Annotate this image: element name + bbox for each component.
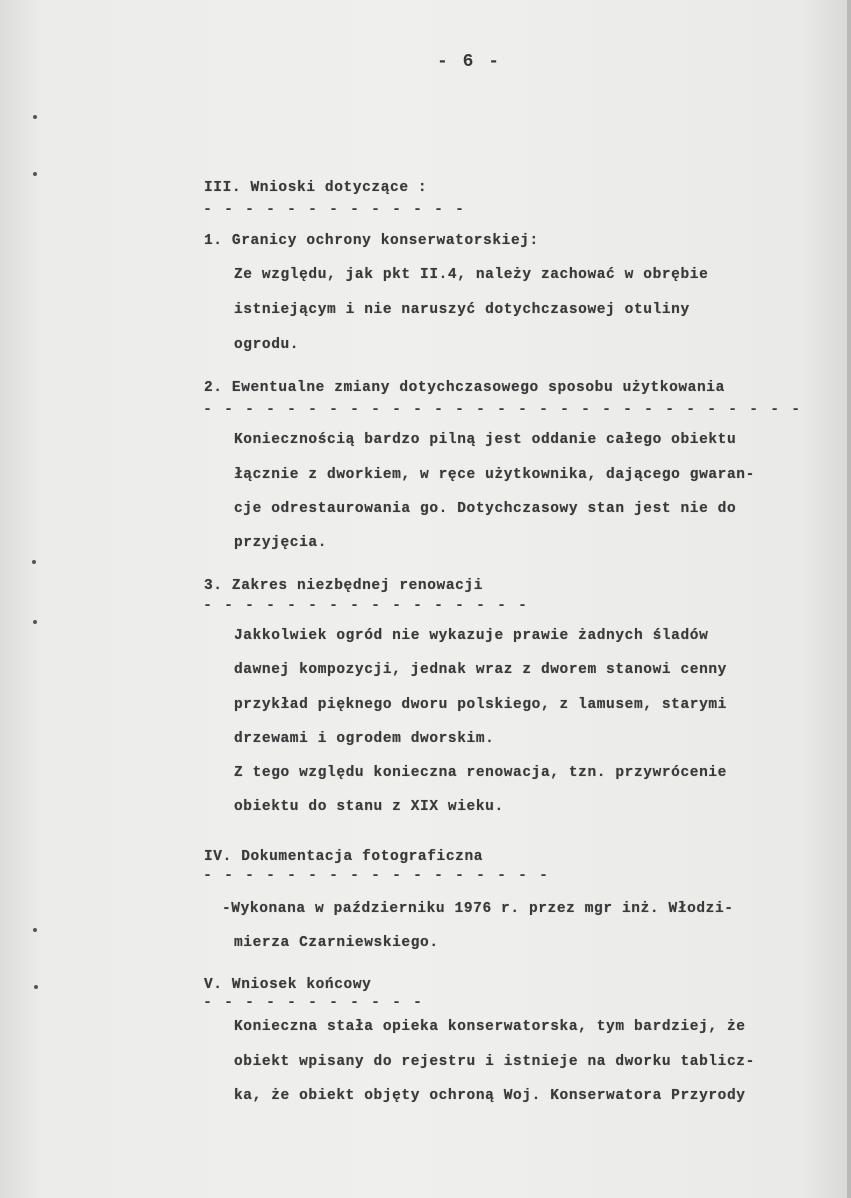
body-line: obiektu do stanu z XIX wieku. <box>234 799 504 815</box>
body-line: ogrodu. <box>234 337 300 353</box>
heading-underline: - - - - - - - - - - - - - <box>203 201 466 218</box>
heading-underline: - - - - - - - - - - - - - - - - <box>203 597 529 614</box>
item-heading: 2. Ewentualne zmiany dotychczasowego sposobu użytkowania <box>204 380 725 396</box>
body-line: Konieczna stała opieka konserwatorska, tym bardziej, że <box>234 1019 746 1035</box>
section-heading: III. Wnioski dotyczące : <box>204 180 428 196</box>
body-line: istniejącym i nie naruszyć dotychczasowej otuliny <box>234 302 690 318</box>
body-line: łącznie z dworkiem, w ręce użytkownika, dającego gwaran- <box>234 467 755 483</box>
body-line: przyjęcia. <box>234 535 328 551</box>
body-line: obiekt wpisany do rejestru i istnieje na dworku tablicz- <box>234 1054 755 1070</box>
body-line: Koniecznością bardzo pilną jest oddanie całego obiektu <box>234 432 737 448</box>
body-line: drzewami i ogrodem dworskim. <box>234 731 495 747</box>
body-line: Ze względu, jak pkt II.4, należy zachować w obrębie <box>234 267 709 283</box>
body-line: dawnej kompozycji, jednak wraz z dworem stanowi cenny <box>234 662 727 678</box>
item-heading: 3. Zakres niezbędnej renowacji <box>204 578 484 594</box>
margin-mark <box>33 928 37 932</box>
margin-mark <box>33 620 37 624</box>
margin-mark <box>33 172 37 176</box>
margin-mark <box>32 560 36 564</box>
body-line: mierza Czarniewskiego. <box>234 935 439 951</box>
heading-underline: - - - - - - - - - - - <box>203 994 424 1011</box>
body-line: ka, że obiekt objęty ochroną Woj. Konserwatora Przyrody <box>234 1088 746 1104</box>
body-line: Jakkolwiek ogród nie wykazuje prawie żadnych śladów <box>234 628 709 644</box>
heading-underline: - - - - - - - - - - - - - - - - - <box>203 867 550 884</box>
page-number: - 6 - <box>437 52 502 72</box>
margin-mark <box>34 985 38 989</box>
body-line: -Wykonana w październiku 1976 r. przez mgr inż. Włodzi- <box>222 901 734 917</box>
item-heading: 1. Granicy ochrony konserwatorskiej: <box>204 233 539 249</box>
section-heading: IV. Dokumentacja fotograficzna <box>204 849 484 865</box>
section-heading: V. Wniosek końcowy <box>204 977 372 993</box>
margin-mark <box>33 115 37 119</box>
body-line: cje odrestaurowania go. Dotychczasowy stan jest nie do <box>234 501 737 517</box>
body-line: przykład pięknego dworu polskiego, z lamusem, starymi <box>234 697 727 713</box>
body-line: Z tego względu konieczna renowacja, tzn. przywrócenie <box>234 765 727 781</box>
heading-underline: - - - - - - - - - - - - - - - - - - - - - - - - - - - - - <box>203 401 802 418</box>
page-edge <box>847 0 851 1198</box>
